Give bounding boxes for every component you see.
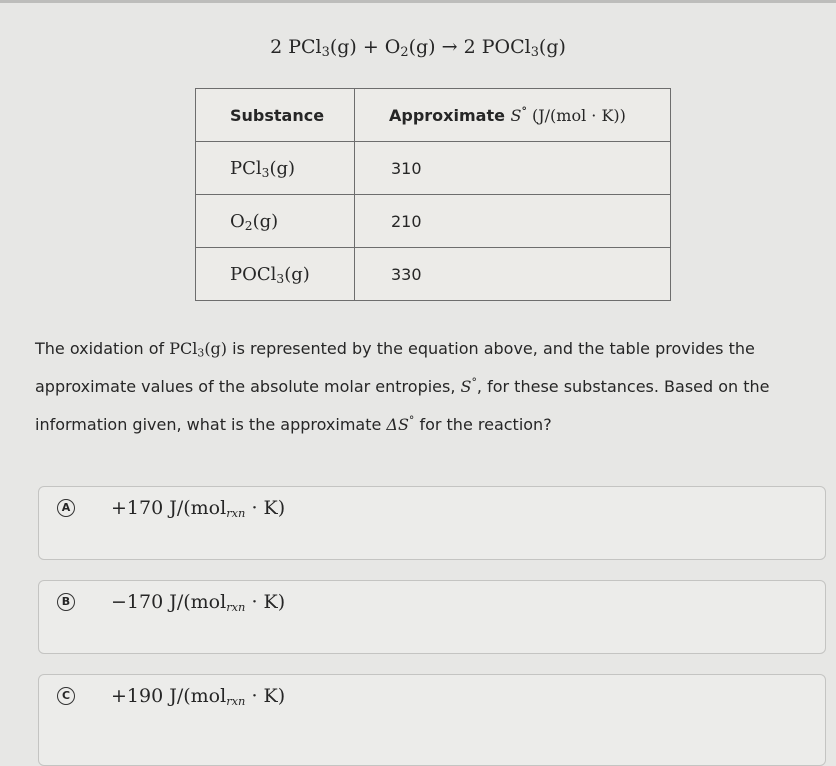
answer-option-c[interactable] — [38, 674, 826, 766]
entropy-value: 310 — [355, 142, 671, 195]
entropy-value: 210 — [355, 195, 671, 248]
entropy-table — [195, 88, 671, 301]
substance-cell: $O_2(g)$ — [196, 195, 355, 248]
table-row — [196, 142, 671, 195]
header-entropy: Approximate S° (J/(mol · K)) — [355, 89, 671, 142]
option-text-a: +170 J/(mol$_{rxn}$ · K) — [111, 497, 286, 520]
answer-option-a[interactable] — [38, 486, 826, 560]
answer-option-b[interactable] — [38, 580, 826, 654]
option-text-c: +190 J/(mol$_{rxn}$ · K) — [111, 685, 286, 708]
question-text: The oxidation of PCl$_3$(g) is represented by the equation above, and the table provides the approximate values of the absolute molar entropies, S°, for these substances. Based on the information given, what is the approximate ΔS° for the reaction? — [35, 339, 770, 434]
substance-cell: POCl$_3$(g) — [196, 248, 355, 301]
option-text-b: −170 J/(mol$_{rxn}$ · K) — [111, 591, 286, 614]
reaction-equation: 2 $PCl_3(g) + O_2(g) \to 2$ POCl$_3$(g) — [270, 36, 566, 61]
option-letter-c: C — [57, 687, 75, 705]
table-header-row — [196, 89, 671, 142]
option-letter-a: A — [57, 499, 75, 517]
option-letter-b: B — [57, 593, 75, 611]
top-divider — [0, 0, 836, 3]
entropy-value: 330 — [355, 248, 671, 301]
substance-cell: PCl$_3$(g) — [196, 142, 355, 195]
header-substance: Substance — [196, 89, 355, 142]
table-row — [196, 195, 671, 248]
table-row — [196, 248, 671, 301]
